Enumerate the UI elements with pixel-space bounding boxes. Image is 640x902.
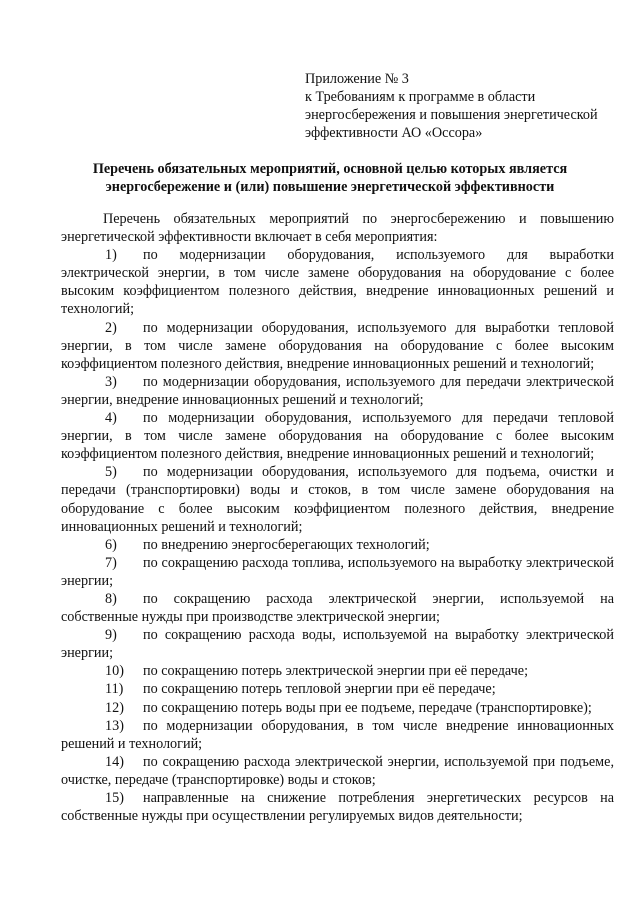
item-number: 9)	[105, 627, 117, 644]
list-item	[61, 409, 614, 463]
document-title	[60, 160, 600, 196]
item-text: по сокращению потерь тепловой энергии при её передаче;	[143, 681, 496, 698]
item-number: 13)	[105, 717, 124, 734]
title-line-1: Перечень обязательных мероприятий, основной целью которых является	[92, 161, 568, 177]
item-text: по модернизации оборудования, используемого для выработки тепловой энергии, в том числе замене оборудования на оборудование с более высоким коэффициентом полезного действия, внедрение инновационных решений и технологий;	[61, 319, 614, 372]
list-item	[61, 590, 614, 626]
item-text: по сокращению потерь воды при ее подъеме, передаче (транспортировке);	[143, 699, 592, 716]
list-item	[61, 536, 614, 554]
item-number: 8)	[105, 590, 117, 607]
annex-line-3: энергосбережения и повышения энергетической	[305, 107, 598, 123]
annex-line-1: Приложение № 3	[305, 71, 409, 87]
item-number: 15)	[105, 790, 124, 806]
item-text: по модернизации оборудования, используемого для выработки электрической энергии, в том числе замене оборудования на оборудование с более высоким коэффициентом полезного действия, внедрение инновационных решений и технологий;	[61, 247, 614, 318]
item-text: по модернизации оборудования, используемого для передачи электрической энергии, внедрение инновационных решений и технологий;	[61, 373, 614, 408]
list-item	[61, 662, 614, 680]
list-item	[61, 717, 614, 753]
item-text: по модернизации оборудования, используемого для передачи тепловой энергии, в том числе замене оборудования на оборудование с более высоким коэффициентом полезного действия, внедрение инновационных решений и технологий;	[61, 410, 614, 463]
item-number: 12)	[105, 699, 124, 716]
list-item	[61, 319, 614, 373]
annex-line-2: к Требованиям к программе в области	[305, 89, 536, 105]
item-text: по сокращению расхода электрической энергии, используемой при подъеме, очистке, передаче (транспортировке) воды и стоков;	[61, 753, 614, 788]
list-item	[61, 626, 614, 662]
item-number: 7)	[105, 554, 117, 571]
item-text: по модернизации оборудования, используемого для подъема, очистки и передачи (транспортировки) воды и стоков, в том числе замене оборудования на оборудование с более высоким коэффициентом полезного действия, внедрение инновационных решений и технологий;	[61, 464, 614, 535]
item-number: 5)	[105, 464, 117, 481]
list-item	[61, 680, 614, 698]
item-text: по модернизации оборудования, в том числе внедрение инновационных решений и технологий;	[61, 717, 614, 752]
item-number: 11)	[105, 681, 124, 698]
item-text: направленные на снижение потребления энергетических ресурсов на собственные нужды при осуществлении регулируемых видов деятельности;	[61, 790, 614, 825]
item-number: 3)	[105, 373, 117, 390]
item-text: по сокращению потерь электрической энергии при её передаче;	[143, 663, 529, 680]
list-item	[61, 554, 614, 590]
document-body	[61, 210, 614, 825]
intro-paragraph: Перечень обязательных мероприятий по энергосбережению и повышению энергетической эффективности включает в себя мероприятия:	[61, 211, 614, 246]
annex-line-4: эффективности АО «Оссора»	[305, 125, 483, 141]
item-text: по внедрению энергосберегающих технологий;	[143, 536, 430, 553]
title-line-2: энергосбережение и (или) повышение энергетической эффективности	[105, 179, 555, 195]
list-item	[61, 246, 614, 318]
item-number: 14)	[105, 753, 124, 770]
item-text: по сокращению расхода воды, используемой на выработку электрической энергии;	[61, 627, 614, 662]
item-number: 4)	[105, 410, 117, 427]
item-number: 1)	[105, 247, 117, 264]
list-item	[61, 753, 614, 789]
item-text: по сокращению расхода топлива, используемого на выработку электрической энергии;	[61, 554, 614, 589]
list-item	[61, 373, 614, 409]
annex-header	[305, 70, 625, 142]
item-number: 10)	[105, 663, 124, 680]
list-item	[61, 789, 614, 825]
item-number: 2)	[105, 319, 117, 336]
item-text: по сокращению расхода электрической энергии, используемой на собственные нужды при производстве электрической энергии;	[61, 590, 614, 626]
item-number: 6)	[105, 536, 117, 553]
list-item	[61, 463, 614, 535]
list-item	[61, 699, 614, 717]
